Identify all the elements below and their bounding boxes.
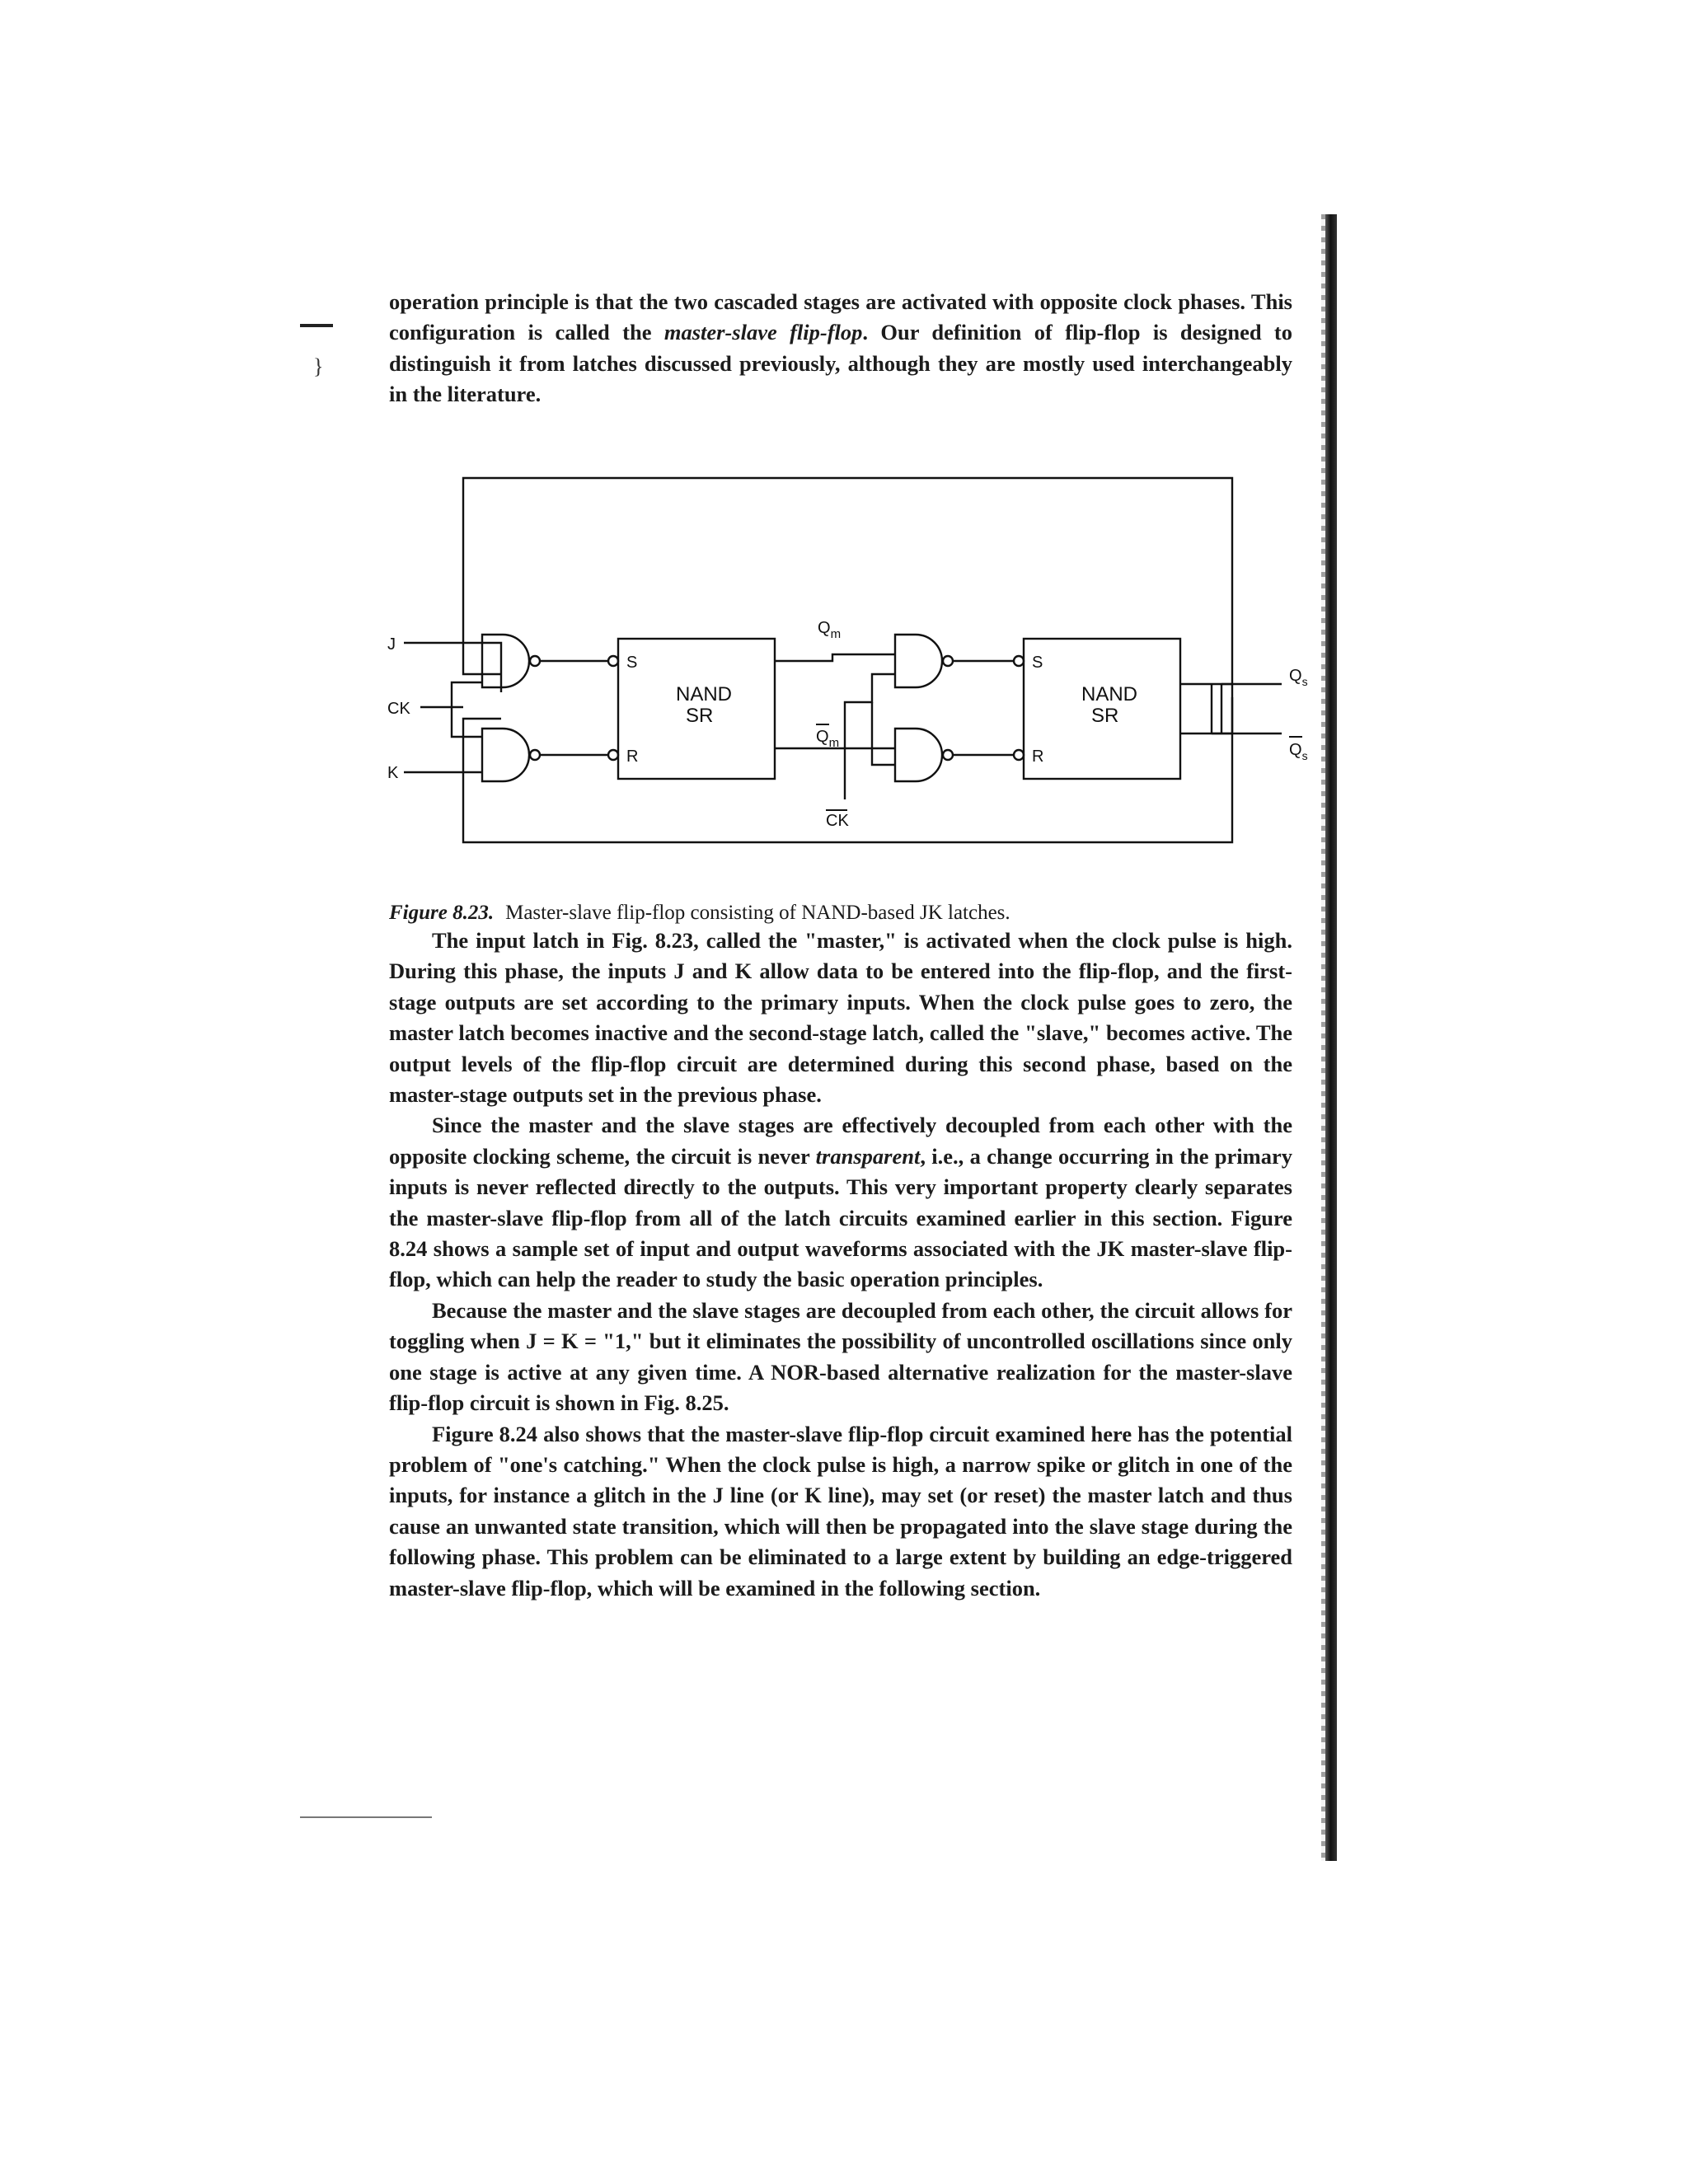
slave-s-bubble [1014, 656, 1024, 666]
paragraph-transparency [389, 1110, 1292, 1295]
master-s-pin-label: S [626, 654, 638, 672]
ck-bar-label: CK [826, 812, 849, 830]
paragraph-ones-catching: Figure 8.24 also shows that the master-slave flip-flop circuit examined here has the potential problem of "one's catching." When the clock pulse is high, a narrow spike or glitch in one of the inputs, for instance a glitch in the J line (or K line), may set (or reset) the master latch and thus cause an unwanted state transition, which will then be propagated into the slave stage during the following phase. This problem can be eliminated to a large extent by building an edge-triggered master-slave flip-flop, which will be examined in the following section. [389, 1421, 1292, 1601]
page-binding-edge [1325, 214, 1337, 1861]
master-r-bubble [608, 750, 618, 760]
slave-r-bubble [1014, 750, 1024, 760]
master-q-wire [775, 654, 895, 661]
master-r-pin-label: R [626, 748, 639, 766]
master-bottom-nand-bubble [530, 750, 540, 760]
slave-latch-title: NAND [1081, 683, 1138, 705]
ck-bar-wire [845, 674, 895, 799]
slave-q-label: $Q_s$ [1289, 667, 1308, 688]
intro-term: master-slave flip-flop [663, 320, 863, 345]
master-top-nand-bubble [530, 656, 540, 666]
master-top-nand-gate [482, 643, 501, 692]
slave-bottom-nand-bubble [943, 750, 953, 760]
figure-caption-text: Master-slave flip-flop consisting of NAND-based JK latches. [505, 902, 1010, 924]
slave-top-nand-bubble [943, 656, 953, 666]
margin-dash-mark [300, 324, 333, 327]
figure-caption [389, 902, 1010, 925]
master-q-label: $Q_m$ [818, 619, 842, 641]
paragraph-toggling: Because the master and the slave stages are decoupled from each other, the circuit allows for toggling when J = K = "1," but it eliminates the possibility of uncontrolled oscillations since only one stage is active at any given time. A NOR-based alternative realization for the master-slave flip-flop circuit is shown in Fig. 8.25. [389, 1297, 1292, 1416]
slave-latch-subtitle: SR [1091, 705, 1119, 727]
slave-r-pin-label: R [1032, 748, 1044, 766]
transparent-term: transparent [815, 1143, 921, 1169]
overbars [816, 724, 1302, 810]
bottom-margin-rule [300, 1816, 432, 1818]
master-bottom-nand-gate-body [482, 729, 529, 781]
intro-text-start: operation principle is that the two cascaded stages are activated with opposite clock phases. This configuration is called the [389, 289, 1292, 345]
paragraph-master-latch: The input latch in Fig. 8.23, called the "master," is activated when the clock pulse is high. During this phase, the inputs J and K allow data to be entered into the flip-flop, and the first-stage outputs are set according to the primary inputs. When the clock pulse goes to zero, the master latch becomes inactive and the second-stage latch, called the "slave," becomes active. The output levels of the flip-flop circuit are determined during this second phase, based on the master-stage outputs set in the previous phase. [389, 928, 1292, 1108]
master-latch-subtitle: SR [686, 705, 714, 727]
ck-bar-bottom-wire [872, 702, 895, 765]
slave-bottom-nand-gate-body [895, 729, 942, 781]
body-text [389, 926, 1292, 1604]
master-s-bubble [608, 656, 618, 666]
master-qbar-label: $Q_m$ [816, 728, 840, 750]
j-input-label: J [387, 635, 396, 654]
circuit-schematic [387, 470, 1319, 865]
ck-input-label: CK [387, 700, 410, 718]
master-latch-title: NAND [676, 683, 733, 705]
intro-text-end: . Our definition of flip-flop is designed to distinguish it from latches discussed previously, although they are mostly used interchangeably in the literature. [389, 320, 1293, 406]
paragraph-transparency-end: , i.e., a change occurring in the primary inputs is never reflected directly to the outputs. This very important property clearly separates the master-slave flip-flop from all of the latch circuits examined earlier in this section. Figure 8.24 shows a sample set of input and output waveforms associated with the JK master-slave flip-flop, which can help the reader to study the basic operation principles. [389, 1143, 1292, 1292]
ck-to-bottom-gate-wire [452, 707, 482, 737]
ck-to-gates-wire [452, 682, 482, 707]
slave-s-pin-label: S [1032, 654, 1043, 672]
figure-8-23-circuit-diagram [387, 470, 1319, 865]
paragraph-transparency-start: Since the master and the slave stages are effectively decoupled from each other with the opposite clocking scheme, the circuit is never [389, 1113, 1292, 1169]
margin-mark: } [313, 354, 324, 378]
intro-paragraph [389, 287, 1292, 410]
k-input-label: K [387, 764, 399, 782]
slave-qbar-label: $Q_s$ [1289, 741, 1308, 762]
slave-top-nand-gate-body [895, 635, 942, 687]
top-feedback-wire [463, 478, 1232, 684]
figure-caption-label: Figure 8.23. [389, 902, 495, 924]
